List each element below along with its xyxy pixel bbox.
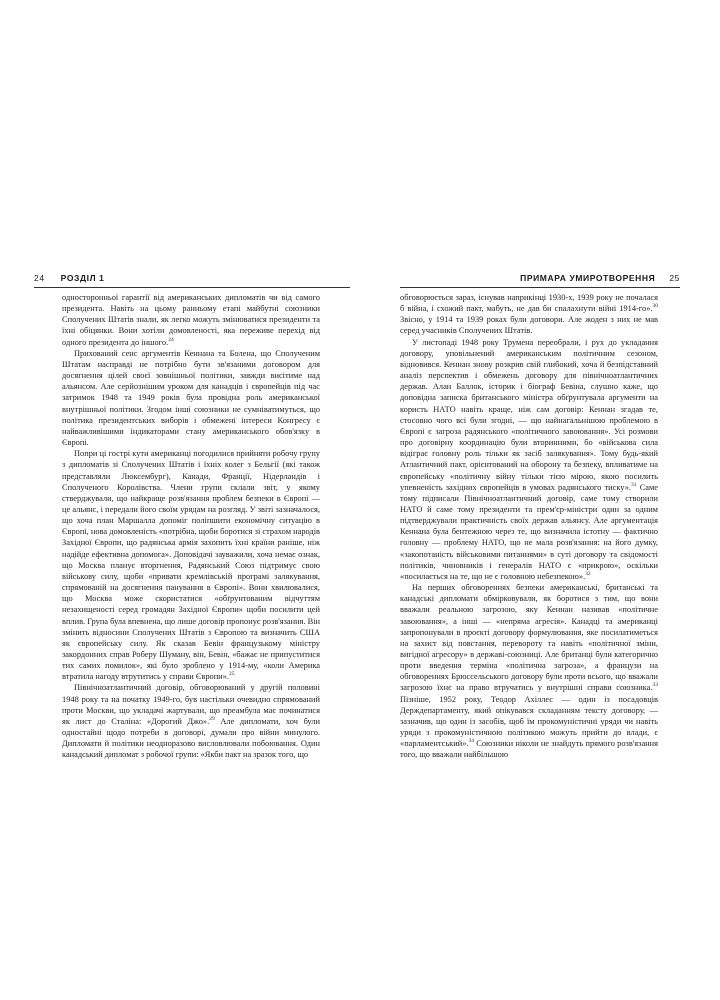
paragraph: У листопаді 1948 року Трумена переобрали, і рух до укладання договору, уповільнений американським політичним сезоном, відновився. Кеннан знову розкрив свій глибокий, хоча й безпідставний аналіз перспектив і обмежень договору для північноатлантичних держав. Алан Баллок, історик і біограф Бевіна, слушно каже, що доповідна записка британського міністра обґрунтувала аргументи на користь НАТО навіть краще, ніж сам договір: Кеннан згадав те, стосовно чого всі були згодні, — що найнагальнішою проблемою в Європі є загроза радянського «політичного завоювання». Усі розмови про договірну координацію були вторинними, бо «військова сила відіграє головну роль тільки як засіб залякування». Тому будь-який Атлантичний пакт, орієнтований на оборону та безпеку, впливатиме на європейську «політичну війну тільки тією мірою, якою посилить упевненість західних європейців в умовах радянського тиску».$^{31}$ Саме тому підписали Північноатлантичний договір, саме тому створили НАТО й саме тому президенти та прем'єр-міністри один за одним підтверджували практичність своїх держав альянсу. Але аргументація Кеннана була бентежною через те, що визначила істотну — фактично головну — проблему НАТО, що не мала розв'язання: на його думку, «закопотаність військовими питаннями» в суті договору та свідомості політиків, чиновників і генералів НАТО є «прикрою», оскільки «посилається на те, що не є головною небезпекою».$^{32}$ (400, 337, 659, 581)
paragraph: На перших обговореннях безпеки американські, британські та канадські дипломати обмірковували, як боротися з тим, що вони вважали реальною загрозою, яку Кеннан називав «політичне завоювання», а інші — «непряма агресія». Канадці та американці запропонували в проєкті договору формулювання, яке посилатиметься на захист від повстання, перевороту та навіть «політичної зміни, вигідної агресору» в державі-союзниці. Але британці були категорично проти введення терміна «політична загроза», а французи на обговореннях Брюссельського договору були проти всього, що вважали загрозою їхнє на право втручатись у внутрішні справи союзника.$^{33}$ Пізніше, 1952 року, Теодор Ахіллес — один із посадовців Держдепартаменту, який опікувався складанням тексту договору, — зазначив, що один із засобів, щоб їм прокомуністичні уряди чи навіть уряди з прокомуністичною політикою можуть прийти до влади, є «парламентський».$^{34}$ Союзники ніколи не знайдуть прямого розв'язання того, що вважали найбільшою (400, 583, 658, 760)
paragraph: Північноатлантичний договір, обговорюваний у другій половині 1948 року та на початку 1949-го, був настільки очевидно спрямований проти Москви, що укладачі жартували, що преамбула має починатися як лист до Сталіна: «Дорогий Джо».$^{29}$ Але дипломати, хоч були одностайні щодо потреби в договорі, думали про війни минулого. Дипломати й політики неодноразово висловлювали побоювання. Один канадський дипломат з робочої групи: «Якби пакт на зразок того, що (62, 683, 321, 760)
footnote-ref: 25 (228, 671, 235, 678)
paragraph: обговорюється зараз, існував наприкінці 1930-х, 1939 року не почалася б війна, і схожий пакт, мабуть, не дав би спалахнути війні 1914-го».$^{30}$ Звісно, у 1914 та 1939 роках були договори. Але жоден з них не мав серед учасників Сполучених Штатів. (400, 293, 658, 336)
left-page-number: 24 (34, 273, 45, 283)
footnote-ref: 33 (652, 682, 658, 689)
footnote-ref: 30 (652, 303, 658, 310)
left-page-body (62, 292, 320, 761)
footnote-ref: 32 (585, 571, 591, 578)
right-page-body (400, 292, 658, 761)
footnote-ref: 29 (209, 716, 215, 723)
footnote-ref: 24 (168, 336, 174, 343)
paragraph: Попри ці гострі кути американці погодилися прийняти робочу групу з дипломатів зі Сполучених Штатів і їхніх колег з Бельгії (які також представляли Люксембург), Канади, Франції, Нідерландів і Сполученого Королівства. Члени групи склали звіт, у якому стверджували, що найкраще розв'язання проблем безпеки в Європі — це альянс, і передали його своїм урядам на розгляд. У звіті зазначалося, що хоча план Маршалла допоміг поліпшити економічну ситуацію в Європі, нова домовленість «потрібна, щоби боротися зі страхом народів Західної Європи, що радянська армія захопить їхні країни раніше, ніж надійде ефективна допомога». Доповідачі зауважили, хоча немає ознак, що Москва планує вторгнення, Радянський Союз підтримує свою військову силу, щоби «привати кремлівській програмі залякування, спрямованій на досягнення панування в Європі». Вони хвилювалися, що Москва може скористатися «обґрунтованим відчуттям незахищеності серед громадян Західної Європи» щоби посилити цей вплив. Група була впевнена, що лише договір пропонує розв'язання. Він змінить відносини Сполучених Штатів з Європою та визначить США як європейську силу. Як сказав Бевін французькому міністру закордонних справ Роберу Шуману, він, Бевін, «бажає не припуститися тих самих помилок», які було зроблено у 1914-му, «коли Америка втратила нагоду втрутитись у справи Європи».$^{25}$ (62, 449, 320, 682)
left-page-header (34, 273, 104, 283)
right-page-header (520, 273, 680, 283)
right-page-number: 25 (669, 273, 680, 283)
footnote-ref: 31 (631, 481, 637, 488)
left-running-title: РОЗДІЛ 1 (60, 273, 105, 283)
right-running-title: ПРИМАРА УМИРОТВОРЕННЯ (520, 273, 656, 283)
left-header-rule (34, 287, 350, 288)
right-header-rule (400, 287, 680, 288)
footnote-ref: 34 (468, 738, 474, 745)
paragraph: односторонньої гарантії від американських дипломатів чи від самого президента. Навіть на цьому ранньому етапі майбутні союзники Сполучених Штатів знали, як легко можуть змінюватися президенти та їхні обіцянки. Вони хотіли домовленості, яка переживе перехід від одного президента до іншого.$^{24}$ (62, 293, 320, 347)
paragraph: Прихований сенс аргументів Кеннана та Болена, що Сполученим Штатам насправді не потрібно бути зв'язаними договором для досягнення цілей своєї зовнішньої політики, завжди висітиме над альянсом. Але серйознішим уроком для канадців і європейців під час затримок 1948 та 1949 років була провідна роль американської внутрішньої політики. Згодом інші союзники не сумніватимуться, що політика президентських виборів і обмежені інтереси Конгресу є найважливішими індикаторами стану американського обов'язку в Європі. (62, 348, 320, 448)
